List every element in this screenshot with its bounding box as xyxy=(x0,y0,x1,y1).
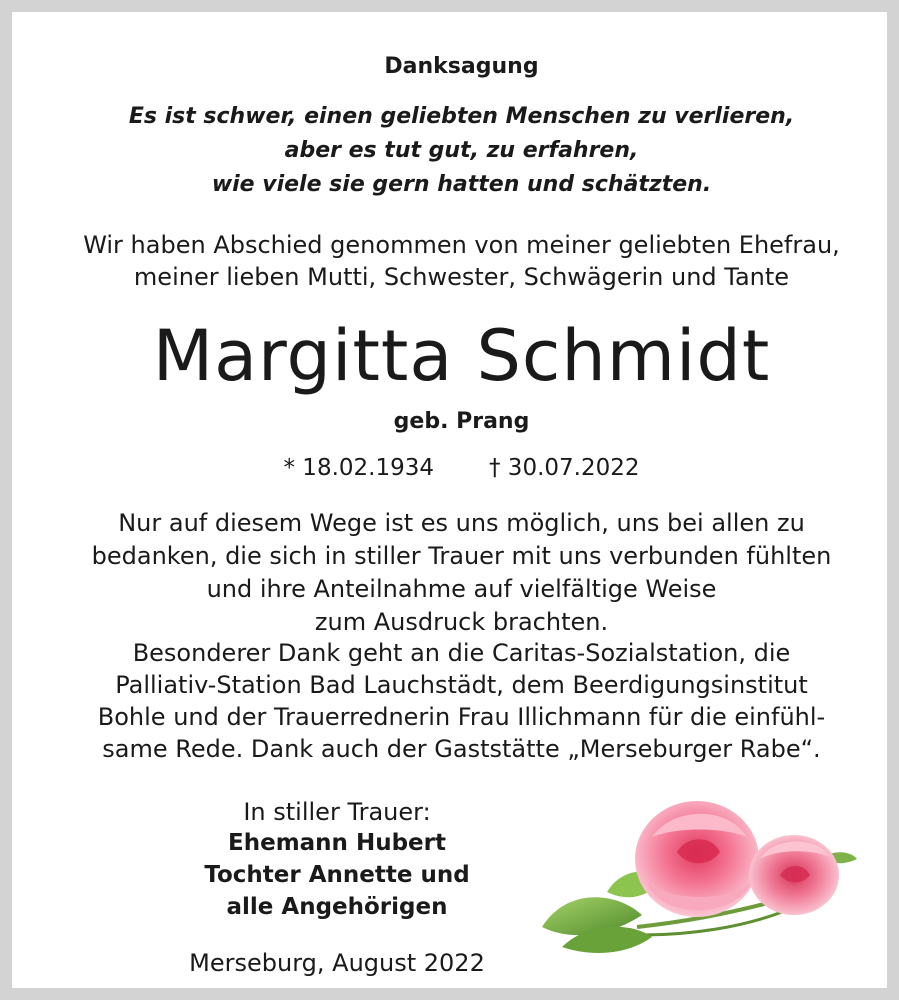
place-date: Merseburg, August 2022 xyxy=(189,949,485,977)
death-date: † 30.07.2022 xyxy=(489,455,640,481)
mourner-3: alle Angehörigen xyxy=(226,894,448,920)
quote-line-2: aber es tut gut, zu erfahren, xyxy=(284,138,639,163)
body-line-3: und ihre Anteilnahme auf vielfältige Weise xyxy=(206,575,717,603)
mourner-2: Tochter Annette und xyxy=(204,862,470,888)
roses-icon xyxy=(532,797,862,957)
deceased-name: Margitta Schmidt xyxy=(152,315,771,397)
body-line-2: bedanken, die sich in stiller Trauer mit uns verbunden fühlten xyxy=(91,542,832,570)
mourner-1: Ehemann Hubert xyxy=(228,830,446,856)
body-line-1: Nur auf diesem Wege ist es uns möglich, uns bei allen zu xyxy=(118,509,805,537)
body-line-6: Palliativ-Station Bad Lauchstädt, dem Beerdigungsinstitut xyxy=(115,671,808,699)
body-line-8: same Rede. Dank auch der Gaststätte „Merseburger Rabe“. xyxy=(102,735,821,763)
body-line-7: Bohle und der Trauerrednerin Frau Illichmann für die einfühl- xyxy=(97,703,826,731)
signoff-label: In stiller Trauer: xyxy=(243,798,431,826)
life-dates xyxy=(12,455,899,481)
intro-line-2: meiner lieben Mutti, Schwester, Schwägerin und Tante xyxy=(133,263,790,291)
quote-line-1: Es ist schwer, einen geliebten Menschen zu verlieren, xyxy=(128,104,795,129)
maiden-name: geb. Prang xyxy=(393,409,530,434)
intro-line-1: Wir haben Abschied genommen von meiner geliebten Ehefrau, xyxy=(83,231,840,259)
heading: Danksagung xyxy=(384,54,539,79)
body-line-4: zum Ausdruck brachten. xyxy=(314,608,609,636)
quote-line-3: wie viele sie gern hatten und schätzten. xyxy=(211,172,712,197)
birth-date: * 18.02.1934 xyxy=(283,455,434,481)
body-line-5: Besonderer Dank geht an die Caritas-Sozialstation, die xyxy=(132,639,791,667)
